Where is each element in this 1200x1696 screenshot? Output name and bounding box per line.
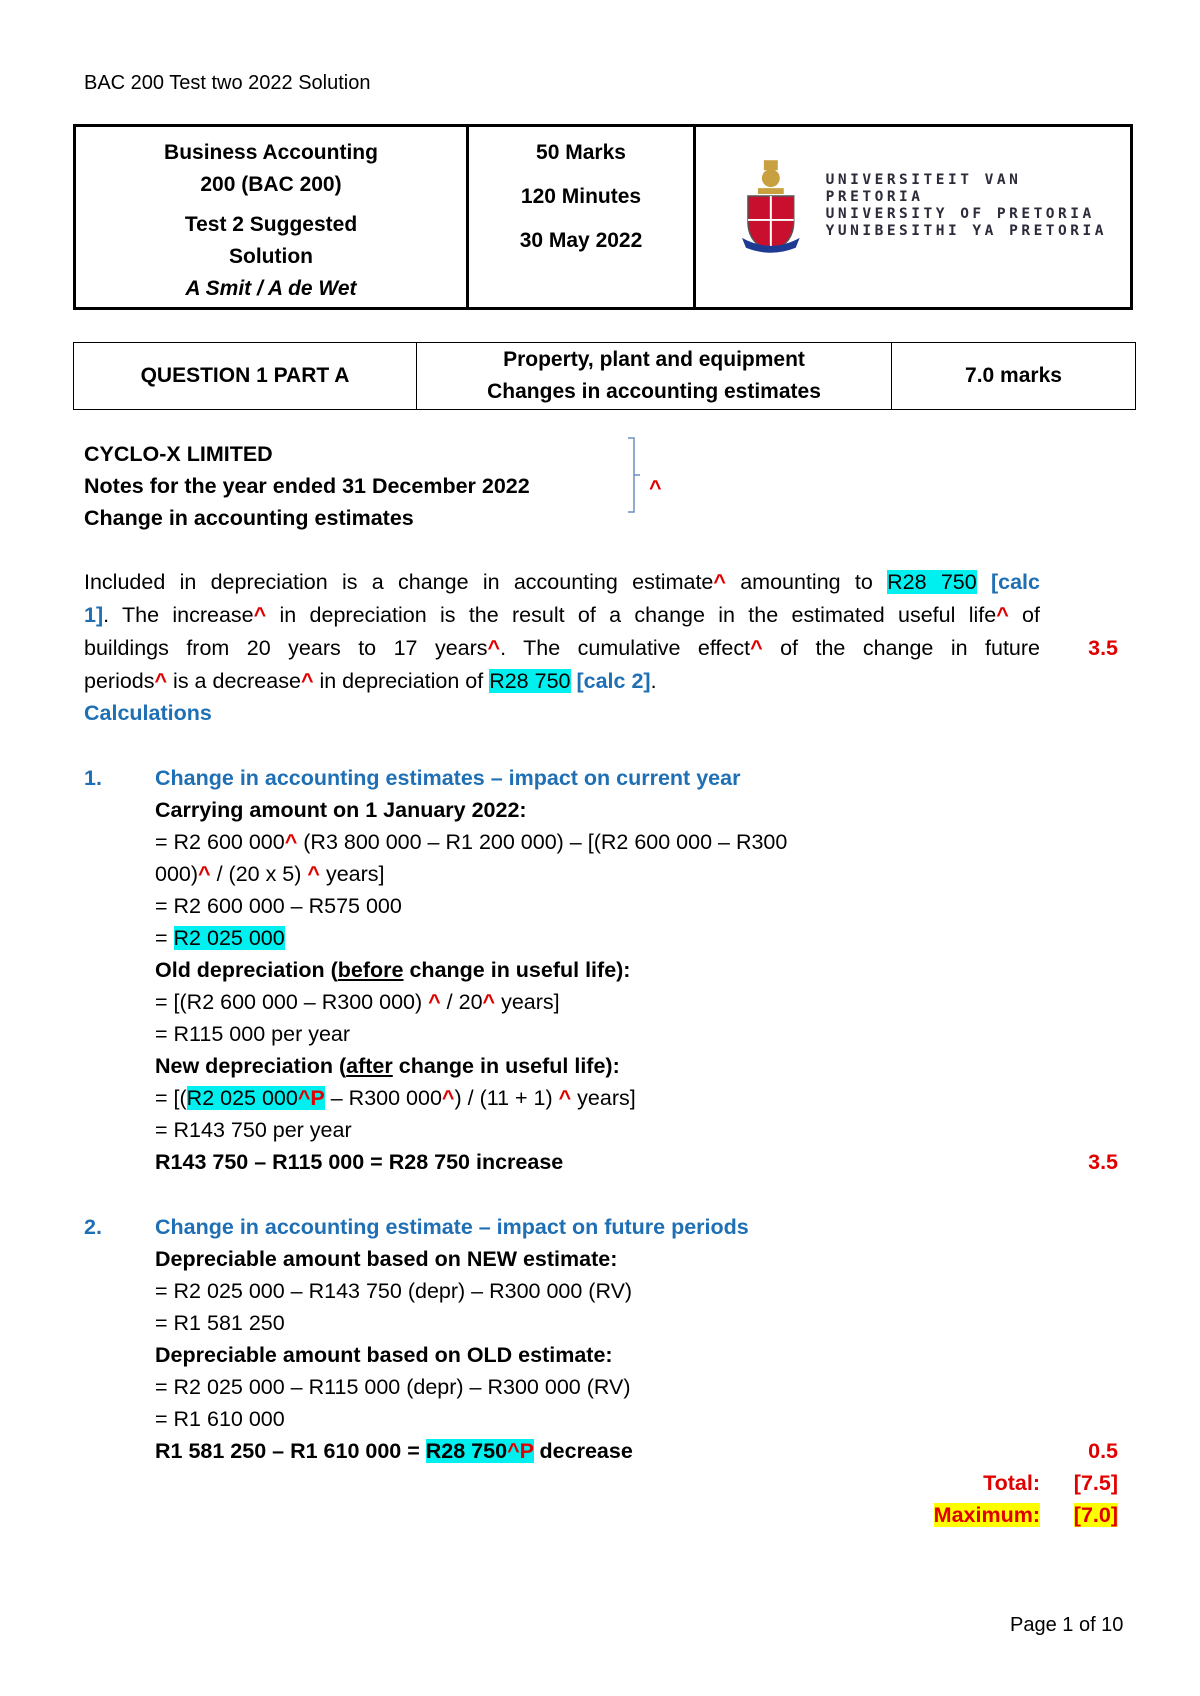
paragraph-line-2 xyxy=(84,599,1040,632)
n1-highlight-mark: ^P xyxy=(297,1086,325,1110)
p1-highlight: R28 750 xyxy=(887,570,977,594)
calculations-title: Calculations xyxy=(84,701,212,725)
calc1-number: 1. xyxy=(84,766,102,790)
calc1-mark: 3.5 xyxy=(1088,1150,1118,1174)
o1-text-b: / 20 xyxy=(440,990,483,1014)
c4-text: = xyxy=(155,926,174,950)
calc2-old-label: Depreciable amount based on OLD estimate: xyxy=(155,1343,613,1367)
p2-caret-2: ^ xyxy=(996,603,1009,627)
p4-text-d: . xyxy=(650,669,657,693)
total-marks: 50 Marks xyxy=(536,141,626,164)
marks-cell xyxy=(468,126,695,309)
n1-caret-2: ^ xyxy=(558,1086,572,1110)
company-name: CYCLO-X LIMITED xyxy=(84,442,273,466)
calc1-new-label xyxy=(155,1050,620,1082)
course-line2: 200 (BAC 200) xyxy=(200,173,342,196)
maximum-value-text: [7.0] xyxy=(1073,1503,1118,1527)
p4-text-a: periods xyxy=(84,669,155,693)
c1-caret: ^ xyxy=(284,830,298,854)
p3-text-a: buildings from 20 years to 17 years xyxy=(84,636,488,660)
university-name-afrikaans: UNIVERSITEIT VAN PRETORIA xyxy=(825,172,1022,205)
course-line1: Business Accounting xyxy=(164,141,378,164)
logo-cell xyxy=(695,126,1132,309)
c2-text-a: 000) xyxy=(155,862,199,886)
c1-text-b: (R3 800 000 – R1 200 000) – [(R2 600 000 – R300 xyxy=(297,830,788,854)
o1-text-a: = [(R2 600 000 – R300 000) xyxy=(155,990,429,1014)
question-box xyxy=(73,342,1136,410)
university-name-english: UNIVERSITY OF PRETORIA xyxy=(825,206,1095,222)
calc2-result-highlight-text: R28 750 xyxy=(425,1439,508,1463)
p2-text-c: of xyxy=(1008,603,1040,627)
o1-caret-2: ^ xyxy=(482,990,496,1014)
p4-text-b: is a decrease xyxy=(167,669,301,693)
old-label-b: change in useful life): xyxy=(403,958,631,982)
p2-calc-ref: 1] xyxy=(84,603,104,627)
new-label-a: New depreciation ( xyxy=(155,1054,347,1078)
question-label-text: QUESTION 1 PART A xyxy=(140,364,350,387)
maximum-value xyxy=(1068,1499,1118,1531)
calc1-carrying-line2 xyxy=(155,858,385,890)
p1-text-b: amounting to xyxy=(725,570,888,594)
p1-caret: ^ xyxy=(713,570,726,594)
o1-text-c: years] xyxy=(495,990,560,1014)
calc2-result-text-b: decrease xyxy=(533,1439,633,1463)
total-label: Total: xyxy=(983,1471,1040,1495)
c2-text-b: / (20 x 5) xyxy=(210,862,308,886)
calc2-result-highlight-mark: ^P xyxy=(507,1439,534,1463)
test-line2: Solution xyxy=(229,245,313,268)
p3-text-b: . The cumulative effect xyxy=(500,636,751,660)
calc1-carrying-label: Carrying amount on 1 January 2022: xyxy=(155,798,527,822)
info-box xyxy=(73,124,1133,310)
calc2-new-line1: = R2 025 000 – R143 750 (depr) – R300 000 (RV) xyxy=(155,1279,633,1303)
calc1-old-line1 xyxy=(155,986,560,1018)
calc1-carrying-result xyxy=(155,922,285,954)
total-value: [7.5] xyxy=(1073,1471,1118,1495)
topic-line2: Changes in accounting estimates xyxy=(487,380,821,403)
page-header: BAC 200 Test two 2022 Solution xyxy=(84,72,371,94)
duration: 120 Minutes xyxy=(520,185,642,208)
calc2-old-line2: = R1 610 000 xyxy=(155,1407,285,1431)
test-line1: Test 2 Suggested xyxy=(184,213,358,236)
p3-caret-1: ^ xyxy=(487,636,501,660)
p2-text-a: . The increase xyxy=(103,603,254,627)
maximum-label-text: Maximum: xyxy=(933,1503,1040,1527)
calc1-old-label xyxy=(155,954,630,986)
o1-caret-1: ^ xyxy=(428,990,441,1014)
calc1-new-line2: = R143 750 per year xyxy=(155,1118,352,1142)
calc2-new-label: Depreciable amount based on NEW estimate: xyxy=(155,1247,618,1271)
topic-line1: Property, plant and equipment xyxy=(503,348,805,371)
heading-caret: ^ xyxy=(649,476,662,500)
p4-caret-2: ^ xyxy=(300,669,314,693)
maximum-label xyxy=(920,1499,1040,1531)
n1-text-a: = [( xyxy=(155,1086,187,1110)
c1-text-a: = R2 600 000 xyxy=(155,830,285,854)
paragraph-line-1 xyxy=(84,566,1040,599)
calc1-title: Change in accounting estimates – impact on current year xyxy=(155,766,741,790)
calc2-mark: 0.5 xyxy=(1088,1439,1118,1463)
new-label-b: change in useful life): xyxy=(392,1054,620,1078)
c4-highlight: R2 025 000 xyxy=(173,926,285,950)
n1-highlight xyxy=(187,1086,325,1110)
n1-text-c: ) / (11 + 1) xyxy=(454,1086,559,1110)
paragraph-line-4 xyxy=(84,665,657,697)
calc2-result-highlight xyxy=(426,1439,534,1463)
p2-text-b: in depreciation is the result of a change in the estimated useful life xyxy=(266,603,997,627)
question-marks-text: 7.0 marks xyxy=(965,364,1062,387)
course-cell xyxy=(75,126,468,309)
note-subject: Change in accounting estimates xyxy=(84,506,414,530)
university-name xyxy=(826,172,1130,240)
paragraph-mark: 3.5 xyxy=(1088,636,1118,660)
calc2-result xyxy=(155,1435,633,1467)
c2-text-c: years] xyxy=(319,862,385,886)
calc1-old-line2: = R115 000 per year xyxy=(155,1022,351,1046)
calc1-result: R143 750 – R115 000 = R28 750 increase xyxy=(155,1150,564,1174)
c2-caret-1: ^ xyxy=(198,862,211,886)
test-date: 30 May 2022 xyxy=(519,229,643,252)
page-footer: Page 1 of 10 xyxy=(1010,1614,1124,1636)
p3-caret-2: ^ xyxy=(750,636,763,660)
calc2-new-line2: = R1 581 250 xyxy=(155,1311,285,1335)
p2-caret-1: ^ xyxy=(253,603,267,627)
brace-icon xyxy=(626,436,642,514)
p1-text-a: Included in depreciation is a change in accounting estimate xyxy=(84,570,714,594)
university-name-sepedi: YUNIBESITHI YA PRETORIA xyxy=(825,223,1107,239)
question-label xyxy=(74,343,417,410)
p4-caret-1: ^ xyxy=(154,669,168,693)
p4-highlight: R28 750 xyxy=(489,669,571,693)
new-label-underlined: after xyxy=(346,1054,393,1078)
question-marks xyxy=(892,343,1136,410)
n1-text-b: – R300 000 xyxy=(324,1086,442,1110)
question-topic xyxy=(417,343,892,410)
paragraph-line-3 xyxy=(84,632,1040,665)
old-label-underlined: before xyxy=(337,958,404,982)
university-crest-icon xyxy=(736,158,806,254)
note-period: Notes for the year ended 31 December 2022 xyxy=(84,474,530,498)
calc1-carrying-line3: = R2 600 000 – R575 000 xyxy=(155,894,402,918)
university-logo xyxy=(736,158,1130,254)
calc1-new-line1 xyxy=(155,1082,636,1114)
calc2-number: 2. xyxy=(84,1215,102,1239)
calc1-carrying-line1 xyxy=(155,826,787,858)
n1-text-d: years] xyxy=(571,1086,636,1110)
calc2-title: Change in accounting estimate – impact on future periods xyxy=(155,1215,749,1239)
c2-caret-2: ^ xyxy=(307,862,320,886)
n1-highlight-text: R2 025 000 xyxy=(186,1086,298,1110)
p4-text-c: in depreciation of xyxy=(313,669,490,693)
p4-calc-ref: [calc 2] xyxy=(570,669,651,693)
p1-calc-ref: [calc xyxy=(976,570,1040,594)
calc2-old-line1: = R2 025 000 – R115 000 (depr) – R300 000 (RV) xyxy=(155,1375,631,1399)
p3-text-c: of the change in future xyxy=(762,636,1041,660)
calc2-result-text-a: R1 581 250 – R1 610 000 = xyxy=(155,1439,426,1463)
authors: A Smit / A de Wet xyxy=(185,277,357,300)
n1-caret-1: ^ xyxy=(441,1086,455,1110)
old-label-a: Old depreciation ( xyxy=(155,958,338,982)
